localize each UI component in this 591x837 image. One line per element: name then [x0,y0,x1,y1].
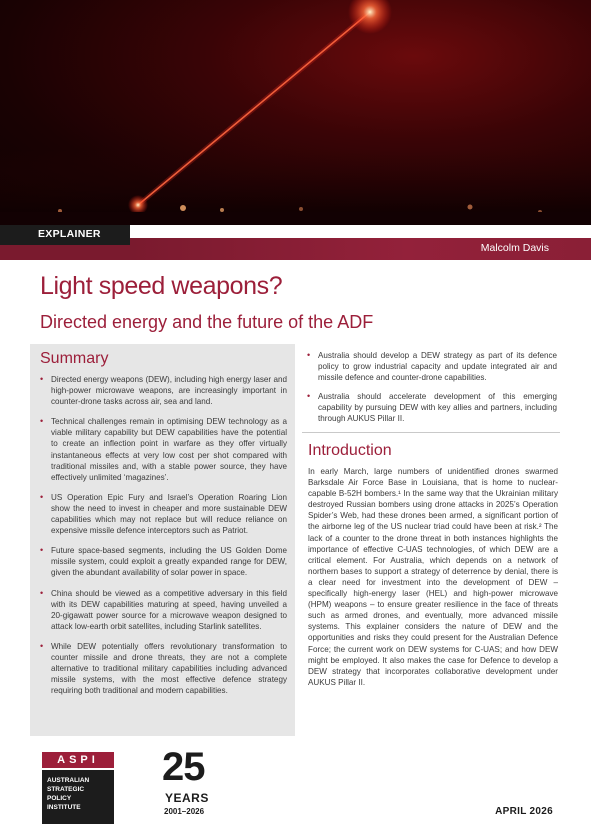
summary-item: • Future space-based segments, including the US Golden Dome missile system, could exploit a greatly expanded range for DEW, given the abundant availability of solar power in space. [40,545,287,578]
introduction-heading: Introduction [308,442,392,459]
summary-heading: Summary [40,350,109,367]
introduction-body: In early March, large numbers of unidentified drones swarmed Barksdale Air Force Base in Louisiana, that is home to nuclear-capable B-52H bombers.¹ In the same way that the Ukrainian military destroyed Russian bombers using drone attacks in 2025’s Operation Spider’s Web, had these drones been armed, a significant portion of the airborne leg of the US nuclear triad could have been at risk.² The lack of a counter to the drone threat in both instances highlights the importance of effective C-UAS technologies, of which DEW are a critical element. For Australia, which depends on a network of northern bases to support a strategy of deterrence by denial, there is a clear need for investment into the development of DEW – specifically high-energy laser (HEL) and high-power microwave (HPM) weapons – to ensure greater resilience in the face of threats such as armed drones, and eventually, more advanced missile systems. This explainer considers the nature of DEW and the opportunities and risks they could present for the Australian Defence Force; the current work on DEW systems for C-UAS; and how DEW might be employed. It also makes the case for Defence to develop a DEW strategy that incorporates collaborative development under AUKUS Pillar II. [308,467,558,687]
aspi-logo-line: INSTITUTE [47,804,81,811]
page-subtitle: Directed energy and the future of the ADF [40,312,374,332]
anniversary-range: 2001–2026 [164,807,205,816]
recommendation-item: • Australia should develop a DEW strategy as part of its defence policy to grow industrial capacity and update integrated air and missile defence and counter-drone capabilities. [307,350,557,383]
anniversary-number: 25 [162,745,205,789]
recommendation-list [307,350,557,433]
aspi-logo-line: AUSTRALIAN [47,777,90,784]
cover-photo-laser [0,0,591,225]
aspi-logo-wordmark: ASPI [42,752,114,768]
summary-item: • China should be viewed as a competitive adversary in this field with its DEW capabilities maturing at speed, having unveiled a 20-gigawatt power source for a microwave weapon designed to attack low-earth orbit satellites, including Starlink satellites. [40,588,287,632]
aspi-logo-line: POLICY [47,795,72,802]
aspi-logo [42,752,114,824]
laser-beam-illustration [0,0,591,225]
summary-item: • While DEW potentially offers revolutionary transformation to counter missile and drone threats, they are not a complete alternative to traditional military capabilities including advanced missile systems, with the most effective defence strategy requiring both traditional and modern capabilities. [40,641,287,696]
explainer-label: EXPLAINER [38,228,101,240]
publication-date: APRIL 2026 [495,806,553,817]
author-name: Malcolm Davis [480,242,549,254]
anniversary-word: YEARS [165,791,209,805]
summary-list [40,374,287,705]
header-band-left [0,245,130,260]
recommendation-item: • Australia should accelerate development of this emerging capability by pursuing DEW with key allies and partners, including through AUKUS Pillar II. [307,391,557,424]
aspi-logo-line: STRATEGIC [47,786,85,793]
page-title: Light speed weapons? [40,272,283,300]
section-divider [302,432,560,433]
summary-item: • Directed energy weapons (DEW), including high energy laser and high-power microwave weapons, are increasingly important in counter-drone tasks across air, sea and land. [40,374,287,407]
summary-item: • US Operation Epic Fury and Israel’s Operation Roaring Lion show the need to invest in cheaper and more sustainable DEW capabilities which may not replace but will reduce reliance on expensive missile defence interceptors such as Patriot. [40,492,287,536]
aspi-logo-name [42,770,114,824]
summary-item: • Technical challenges remain in optimising DEW technology as a viable military capability but DEW capabilities have the potential to create an inflection point in warfare as they offer virtually instantaneous effects at very low cost per shot compared with traditional missiles and, with a stable power source, they have effectively unlimited ‘magazines’. [40,416,287,483]
